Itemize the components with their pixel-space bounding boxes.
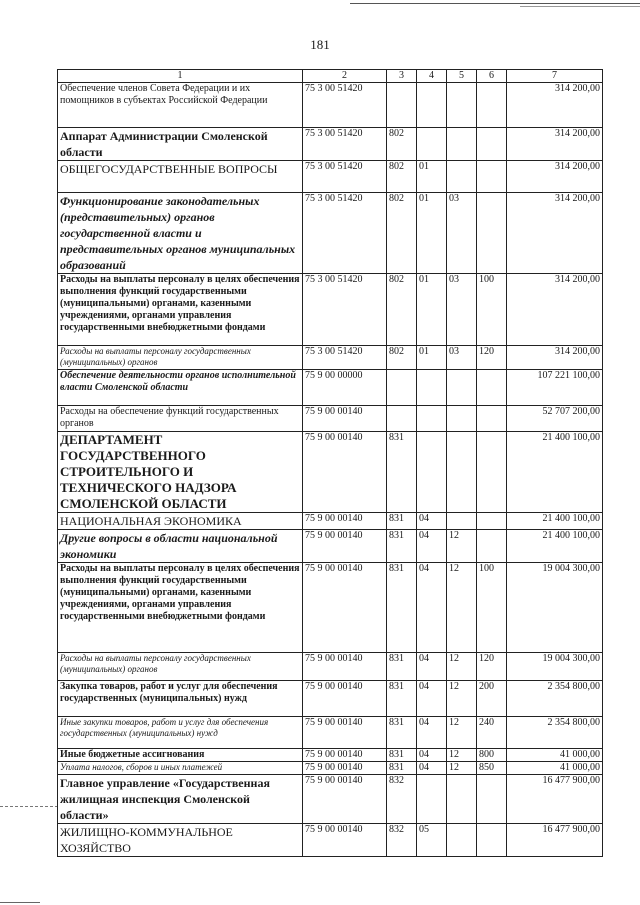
expense-type-cell: 200 [477,681,507,717]
expense-type-cell: 100 [477,563,507,653]
subsection-cell: 12 [447,762,477,775]
subsection-cell [447,513,477,530]
amount-cell: 314 200,00 [507,274,603,346]
table-row [58,161,603,193]
scan-edge-line [350,3,640,4]
subsection-cell: 12 [447,717,477,749]
target-code-cell: 75 9 00 00140 [303,717,387,749]
table-row [58,563,603,653]
expense-type-cell: 100 [477,274,507,346]
column-header: 4 [417,70,447,83]
section-cell: 01 [417,346,447,370]
ministry-code-cell: 802 [387,274,417,346]
table-row [58,274,603,346]
expense-name-cell: Закупка товаров, работ и услуг для обеспечения государственных (муниципальных) нужд [58,681,303,717]
amount-cell: 16 477 900,00 [507,775,603,824]
subsection-cell [447,128,477,161]
target-code-cell: 75 9 00 00140 [303,530,387,563]
subsection-cell: 12 [447,653,477,681]
expense-type-cell [477,530,507,563]
amount-cell: 107 221 100,00 [507,370,603,406]
amount-cell: 16 477 900,00 [507,824,603,857]
expense-name-cell: Обеспечение членов Совета Федерации и их помощников в субъектах Российской Федерации [58,83,303,128]
target-code-cell: 75 9 00 00000 [303,370,387,406]
table-row [58,432,603,513]
budget-table [57,69,603,857]
subsection-cell: 12 [447,530,477,563]
table-row [58,346,603,370]
table-row [58,370,603,406]
expense-name-cell: Другие вопросы в области национальной экономики [58,530,303,563]
expense-name-cell: Расходы на выплаты персоналу в целях обеспечения выполнения функций государственными (муниципальными) органами, казенными учреждениями, органами управления государственными внебюджетными фондами [58,274,303,346]
subsection-cell [447,83,477,128]
table-row [58,530,603,563]
target-code-cell: 75 9 00 00140 [303,653,387,681]
expense-name-cell: Уплата налогов, сборов и иных платежей [58,762,303,775]
ministry-code-cell: 831 [387,563,417,653]
section-cell: 05 [417,824,447,857]
subsection-cell: 12 [447,563,477,653]
expense-name-cell: ЖИЛИЩНО-КОММУНАЛЬНОЕ ХОЗЯЙСТВО [58,824,303,857]
target-code-cell: 75 9 00 00140 [303,681,387,717]
section-cell: 04 [417,513,447,530]
target-code-cell: 75 9 00 00140 [303,563,387,653]
amount-cell: 21 400 100,00 [507,513,603,530]
expense-type-cell [477,193,507,274]
table-row [58,749,603,762]
subsection-cell [447,370,477,406]
amount-cell: 314 200,00 [507,83,603,128]
amount-cell: 314 200,00 [507,128,603,161]
scan-margin-line [0,806,58,807]
target-code-cell: 75 9 00 00140 [303,749,387,762]
section-cell: 04 [417,563,447,653]
section-cell: 04 [417,762,447,775]
ministry-code-cell [387,370,417,406]
subsection-cell [447,432,477,513]
ministry-code-cell: 831 [387,653,417,681]
column-header: 7 [507,70,603,83]
table-row [58,824,603,857]
amount-cell: 52 707 200,00 [507,406,603,432]
target-code-cell: 75 3 00 51420 [303,83,387,128]
ministry-code-cell: 802 [387,346,417,370]
expense-type-cell: 240 [477,717,507,749]
target-code-cell: 75 9 00 00140 [303,406,387,432]
section-cell: 04 [417,530,447,563]
expense-name-cell: Расходы на выплаты персоналу государственных (муниципальных) органов [58,653,303,681]
ministry-code-cell: 831 [387,432,417,513]
expense-type-cell [477,370,507,406]
table-row [58,653,603,681]
expense-type-cell: 120 [477,653,507,681]
ministry-code-cell: 802 [387,193,417,274]
section-cell [417,775,447,824]
expense-name-cell: ОБЩЕГОСУДАРСТВЕННЫЕ ВОПРОСЫ [58,161,303,193]
subsection-cell [447,824,477,857]
subsection-cell: 03 [447,346,477,370]
expense-name-cell: Иные бюджетные ассигнования [58,749,303,762]
page-number: 181 [310,37,330,52]
ministry-code-cell: 831 [387,762,417,775]
ministry-code-cell: 802 [387,128,417,161]
ministry-code-cell [387,406,417,432]
amount-cell: 21 400 100,00 [507,530,603,563]
table-row [58,406,603,432]
column-header: 1 [58,70,303,83]
amount-cell: 21 400 100,00 [507,432,603,513]
expense-name-cell: Расходы на выплаты персоналу государственных (муниципальных) органов [58,346,303,370]
section-cell: 01 [417,274,447,346]
amount-cell: 314 200,00 [507,193,603,274]
target-code-cell: 75 3 00 51420 [303,346,387,370]
expense-type-cell: 800 [477,749,507,762]
section-cell: 04 [417,717,447,749]
amount-cell: 41 000,00 [507,749,603,762]
section-cell [417,370,447,406]
expense-name-cell: Расходы на обеспечение функций государственных органов [58,406,303,432]
table-row [58,717,603,749]
target-code-cell: 75 9 00 00140 [303,824,387,857]
subsection-cell: 03 [447,193,477,274]
section-cell: 01 [417,193,447,274]
section-cell: 01 [417,161,447,193]
expense-name-cell: НАЦИОНАЛЬНАЯ ЭКОНОМИКА [58,513,303,530]
expense-type-cell [477,513,507,530]
ministry-code-cell: 831 [387,717,417,749]
table-row [58,513,603,530]
table-row [58,681,603,717]
expense-type-cell [477,824,507,857]
subsection-cell [447,161,477,193]
amount-cell: 41 000,00 [507,762,603,775]
table-row [58,775,603,824]
expense-type-cell: 850 [477,762,507,775]
amount-cell: 2 354 800,00 [507,717,603,749]
target-code-cell: 75 9 00 00140 [303,513,387,530]
scan-edge-line [520,6,640,7]
target-code-cell: 75 9 00 00140 [303,762,387,775]
ministry-code-cell [387,83,417,128]
expense-name-cell: ДЕПАРТАМЕНТ ГОСУДАРСТВЕННОГО СТРОИТЕЛЬНОГО И ТЕХНИЧЕСКОГО НАДЗОРА СМОЛЕНСКОЙ ОБЛАСТИ [58,432,303,513]
expense-type-cell [477,406,507,432]
amount-cell: 19 004 300,00 [507,653,603,681]
section-cell [417,83,447,128]
ministry-code-cell: 831 [387,530,417,563]
amount-cell: 314 200,00 [507,346,603,370]
ministry-code-cell: 832 [387,775,417,824]
section-cell: 04 [417,749,447,762]
target-code-cell: 75 3 00 51420 [303,161,387,193]
subsection-cell: 12 [447,681,477,717]
table-row [58,83,603,128]
section-cell: 04 [417,681,447,717]
target-code-cell: 75 9 00 00140 [303,775,387,824]
column-header: 6 [477,70,507,83]
section-cell: 04 [417,653,447,681]
column-header: 2 [303,70,387,83]
column-numbers-row [58,70,603,83]
column-header: 5 [447,70,477,83]
ministry-code-cell: 802 [387,161,417,193]
scan-margin-line [0,902,40,903]
amount-cell: 2 354 800,00 [507,681,603,717]
subsection-cell: 12 [447,749,477,762]
section-cell [417,432,447,513]
column-header: 3 [387,70,417,83]
expense-name-cell: Аппарат Администрации Смоленской области [58,128,303,161]
target-code-cell: 75 3 00 51420 [303,128,387,161]
ministry-code-cell: 831 [387,749,417,762]
target-code-cell: 75 3 00 51420 [303,193,387,274]
amount-cell: 19 004 300,00 [507,563,603,653]
expense-name-cell: Обеспечение деятельности органов исполнительной власти Смоленской области [58,370,303,406]
expense-name-cell: Расходы на выплаты персоналу в целях обеспечения выполнения функций государственными (муниципальными) органами, казенными учреждениями, органами управления государственными внебюджетными фондами [58,563,303,653]
target-code-cell: 75 9 00 00140 [303,432,387,513]
subsection-cell: 03 [447,274,477,346]
subsection-cell [447,406,477,432]
expense-name-cell: Иные закупки товаров, работ и услуг для обеспечения государственных (муниципальных) нужд [58,717,303,749]
expense-type-cell: 120 [477,346,507,370]
expense-name-cell: Главное управление «Государственная жилищная инспекция Смоленской области» [58,775,303,824]
subsection-cell [447,775,477,824]
table-row [58,128,603,161]
expense-type-cell [477,775,507,824]
table-row [58,762,603,775]
expense-type-cell [477,432,507,513]
table-row [58,193,603,274]
expense-type-cell [477,161,507,193]
section-cell [417,128,447,161]
ministry-code-cell: 831 [387,513,417,530]
expense-name-cell: Функционирование законодательных (представительных) органов государственной власти и представительных органов муниципальных образований [58,193,303,274]
amount-cell: 314 200,00 [507,161,603,193]
expense-type-cell [477,83,507,128]
target-code-cell: 75 3 00 51420 [303,274,387,346]
ministry-code-cell: 831 [387,681,417,717]
section-cell [417,406,447,432]
ministry-code-cell: 832 [387,824,417,857]
expense-type-cell [477,128,507,161]
